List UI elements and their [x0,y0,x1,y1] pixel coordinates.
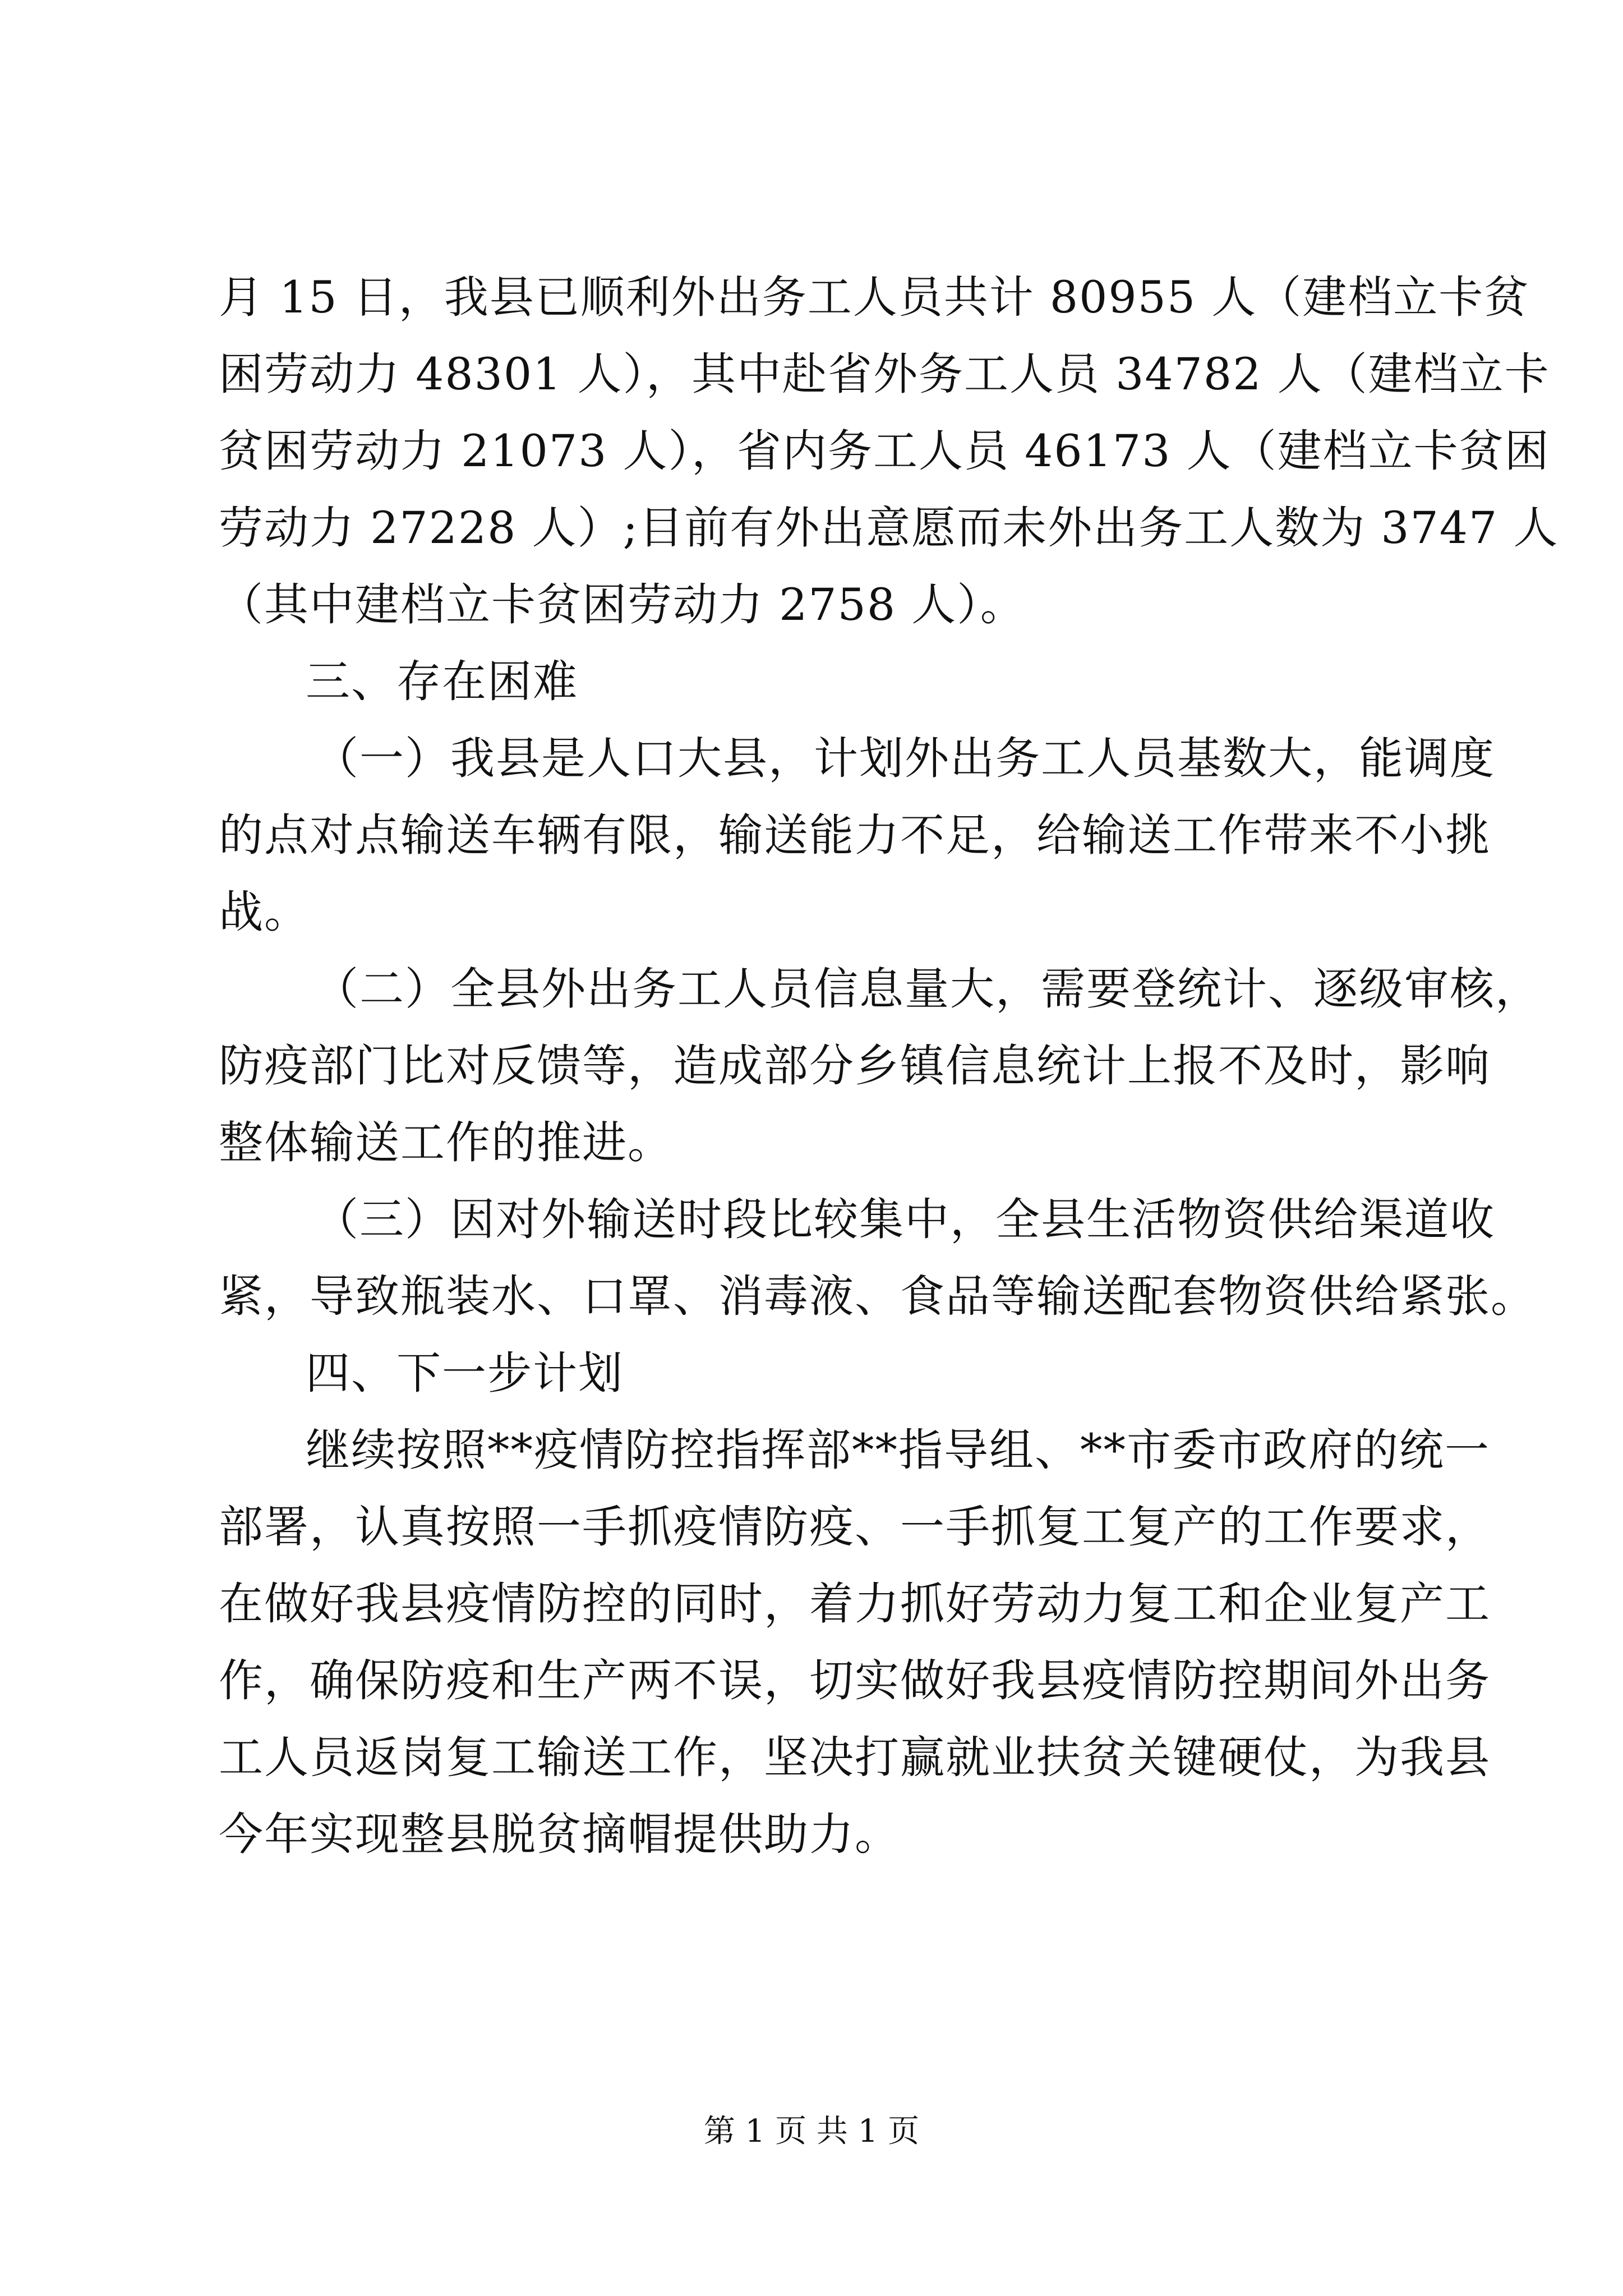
list-item-line: 紧，导致瓶装水、口罩、消毒液、食品等输送配套物资供给紧张。 [219,1271,1536,1322]
section-heading-difficulties: 三、存在困难 [306,656,578,707]
paragraph-line: 继续按照**疫情防控指挥部**指导组、**市委市政府的统一 [306,1424,1490,1476]
paragraph-line: 在做好我县疫情防控的同时，着力抓好劳动力复工和企业复产工 [219,1578,1491,1630]
list-item-line: 战。 [219,886,310,938]
paragraph-line: 贫困劳动力 21073 人），省内务工人员 46173 人（建档立卡贫困 [219,425,1550,477]
page-number-footer: 第 1 页 共 1 页 [703,2113,920,2150]
paragraph-line: 劳动力 27228 人）;目前有外出意愿而未外出务工人数为 3747 人 [219,502,1559,554]
list-item-line: 整体输送工作的推进。 [219,1117,673,1168]
list-item-line: （三）因对外输送时段比较集中，全县生活物资供给渠道收 [314,1194,1495,1245]
paragraph-line: 月 15 日，我县已顺利外出务工人员共计 80955 人（建档立卡贫 [219,272,1530,323]
section-heading-next-plan: 四、下一步计划 [306,1347,624,1399]
paragraph-line: 今年实现整县脱贫摘帽提供助力。 [219,1809,900,1860]
list-item-line: （一）我县是人口大县，计划外出务工人员基数大，能调度 [314,733,1495,784]
list-item-line: 的点对点输送车辆有限，输送能力不足，给输送工作带来不小挑 [219,809,1491,861]
paragraph-line: 工人员返岗复工输送工作，坚决打赢就业扶贫关键硬仗，为我县 [219,1732,1491,1783]
list-item-line: 防疫部门比对反馈等，造成部分乡镇信息统计上报不及时，影响 [219,1040,1491,1092]
paragraph-line: 困劳动力 48301 人），其中赴省外务工人员 34782 人（建档立卡 [219,348,1550,400]
paragraph-line: 部署，认真按照一手抓疫情防疫、一手抓复工复产的工作要求， [219,1501,1491,1553]
paragraph-line: 作，确保防疫和生产两不误，切实做好我县疫情防控期间外出务 [219,1655,1491,1706]
list-item-line: （二）全县外出务工人员信息量大，需要登统计、逐级审核， [314,963,1541,1015]
paragraph-line: （其中建档立卡贫困劳动力 2758 人）。 [219,579,1026,631]
